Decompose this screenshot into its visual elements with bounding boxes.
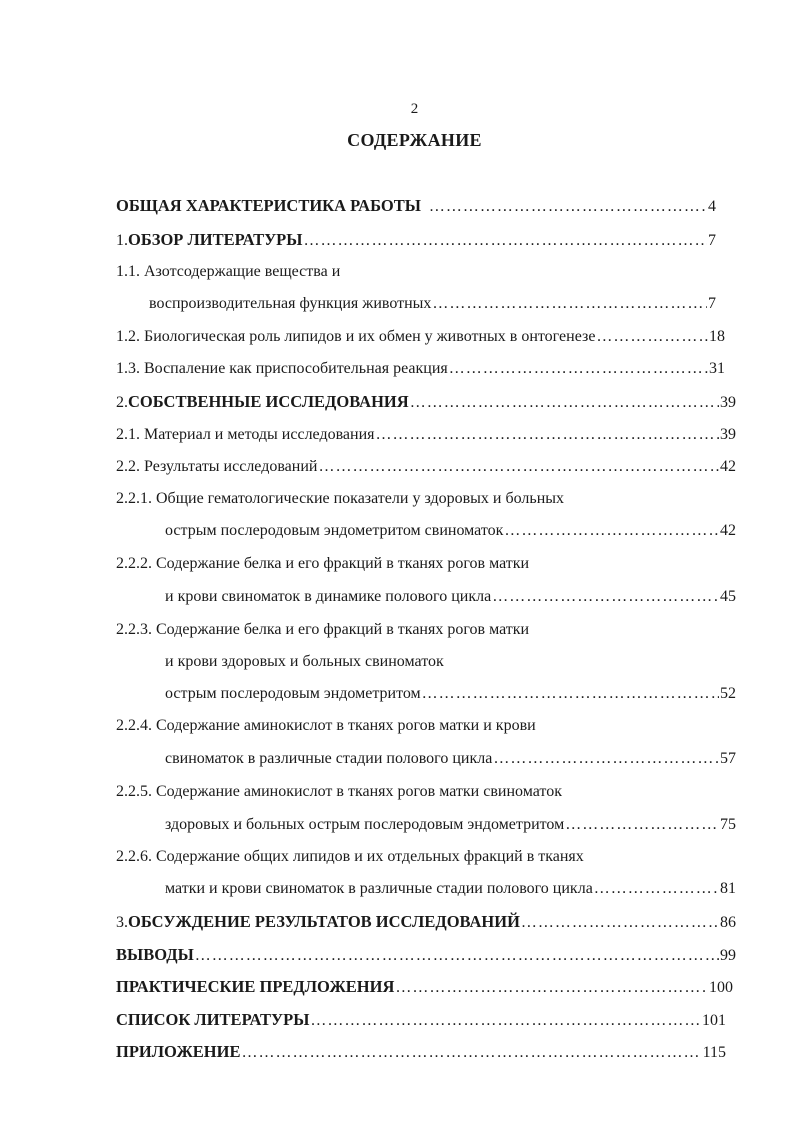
page-title: СОДЕРЖАНИЕ	[347, 130, 482, 150]
toc-entry-page: 4	[708, 198, 716, 215]
toc-entry[interactable]	[165, 587, 736, 607]
toc-entry-label: 2.2.2. Содержание белка и его фракций в тканях рогов матки	[116, 555, 530, 572]
toc-entry-page: 101	[702, 1012, 726, 1029]
toc-entry[interactable]	[149, 294, 716, 314]
toc-leader	[395, 978, 708, 998]
toc-entry-page: 42	[720, 458, 736, 475]
toc-entry-label: здоровых и больных острым послеродовым эндометритом	[165, 816, 565, 833]
toc-entry-label: 1.3. Воспаление как приспособительная реакция	[116, 360, 448, 377]
toc-leader	[195, 946, 719, 966]
toc-leader	[493, 749, 719, 769]
toc-entry	[165, 652, 736, 672]
toc-entry-label: острым послеродовым эндометритом	[165, 685, 421, 702]
toc-entry[interactable]	[116, 457, 736, 477]
toc-entry[interactable]	[165, 684, 736, 704]
toc-entry-page: 31	[709, 360, 725, 377]
toc-entry-label: ПРАКТИЧЕСКИЕ ПРЕДЛОЖЕНИЯ	[116, 977, 395, 996]
toc-entry-label: 1.2. Биологическая роль липидов и их обмен у животных в онтогенезе	[116, 328, 596, 345]
toc-entry-label: острым послеродовым эндометритом свиноматок	[165, 522, 504, 539]
toc-entry-page: 86	[720, 914, 736, 931]
toc-entry-label: ОБЗОР ЛИТЕРАТУРЫ	[128, 230, 303, 249]
toc-entry-page: 7	[708, 295, 716, 312]
toc-entry-label: ОБСУЖДЕНИЕ РЕЗУЛЬТАТОВ ИССЛЕДОВАНИЙ	[128, 912, 520, 931]
toc-leader	[303, 231, 707, 251]
toc-entry-label: свиноматок в различные стадии полового цикла	[165, 750, 493, 767]
toc-leader	[310, 1011, 701, 1031]
toc-entry-page: 52	[720, 685, 736, 702]
toc-entry[interactable]	[116, 359, 725, 379]
toc-entry-label: 2.2.6. Содержание общих липидов и их отдельных фракций в тканях	[116, 848, 584, 865]
toc-entry-label: ПРИЛОЖЕНИЕ	[116, 1042, 241, 1061]
toc-entry	[116, 782, 736, 802]
toc-entry-label: и крови свиноматок в динамике полового цикла	[165, 588, 492, 605]
toc-leader	[422, 684, 719, 704]
toc-leader	[596, 327, 708, 347]
toc-entry	[116, 262, 716, 282]
toc-leader	[521, 913, 719, 933]
toc-entry[interactable]	[165, 749, 736, 769]
toc-entry-label: 2.2.3. Содержание белка и его фракций в тканях рогов матки	[116, 621, 530, 638]
page-number: 2	[410, 101, 419, 117]
toc-entry-label: 2.2. Результаты исследований	[116, 458, 318, 475]
toc-entry[interactable]	[116, 912, 736, 933]
toc-entry[interactable]	[165, 879, 736, 899]
toc-entry-page: 99	[720, 947, 736, 964]
toc-entry-label: матки и крови свиноматок в различные стадии полового цикла	[165, 880, 593, 897]
toc-leader	[318, 457, 719, 477]
toc-entry-page: 115	[702, 1044, 726, 1061]
toc-entry[interactable]	[116, 977, 733, 998]
toc-leader	[376, 425, 719, 445]
toc-leader	[449, 359, 708, 379]
toc-entry-prefix: 3.	[116, 914, 128, 931]
toc-entry-label: 1.1. Азотсодержащие вещества и	[116, 263, 341, 280]
toc-entry	[116, 716, 736, 736]
toc-leader	[410, 393, 719, 413]
toc-entry-page: 42	[720, 522, 736, 539]
toc-entry-prefix: 1.	[116, 232, 128, 249]
toc-entry	[116, 554, 736, 574]
toc-entry-label: ВЫВОДЫ	[116, 945, 194, 964]
toc-entry[interactable]	[116, 196, 716, 217]
toc-leader	[432, 294, 707, 314]
toc-entry-page: 57	[720, 750, 736, 767]
toc-entry[interactable]	[116, 1042, 726, 1063]
toc-entry-page: 100	[709, 979, 733, 996]
toc-leader	[594, 879, 719, 899]
toc-leader	[492, 587, 719, 607]
toc-entry-label: 2.2.4. Содержание аминокислот в тканях рогов матки и крови	[116, 717, 536, 734]
toc-entry-page: 18	[709, 328, 725, 345]
toc-entry	[116, 489, 736, 509]
toc-leader	[565, 815, 719, 835]
toc-entry[interactable]	[116, 230, 716, 251]
toc-entry-page: 81	[720, 880, 736, 897]
toc-leader	[241, 1043, 701, 1063]
toc-entry[interactable]	[116, 392, 736, 413]
toc-entry	[116, 620, 736, 640]
toc-entry-label: воспроизводительная функция животных	[149, 295, 432, 312]
toc-entry-prefix: 2.	[116, 394, 128, 411]
toc-entry-page: 7	[708, 232, 716, 249]
toc-entry[interactable]	[116, 425, 736, 445]
toc-entry-page: 39	[720, 394, 736, 411]
toc-entry-label: ОБЩАЯ ХАРАКТЕРИСТИКА РАБОТЫ	[116, 196, 421, 215]
toc-entry	[116, 847, 736, 867]
toc-entry-page: 75	[720, 816, 736, 833]
toc-entry[interactable]	[116, 327, 725, 347]
toc-entry-page: 45	[720, 588, 736, 605]
toc-entry-label: 2.2.5. Содержание аминокислот в тканях рогов матки свиноматок	[116, 783, 562, 800]
toc-entry[interactable]	[165, 521, 736, 541]
toc-leader	[504, 521, 719, 541]
toc-entry[interactable]	[116, 945, 736, 966]
toc-entry-label: СПИСОК ЛИТЕРАТУРЫ	[116, 1010, 310, 1029]
toc-leader	[429, 197, 707, 217]
toc-entry-page: 39	[720, 426, 736, 443]
toc-entry-label: 2.1. Материал и методы исследования	[116, 426, 375, 443]
toc-entry-label: СОБСТВЕННЫЕ ИССЛЕДОВАНИЯ	[128, 392, 409, 411]
toc-entry[interactable]	[165, 815, 736, 835]
toc-entry-label: и крови здоровых и больных свиноматок	[165, 653, 444, 670]
toc-entry-label: 2.2.1. Общие гематологические показатели у здоровых и больных	[116, 490, 565, 507]
toc-entry[interactable]	[116, 1010, 726, 1031]
